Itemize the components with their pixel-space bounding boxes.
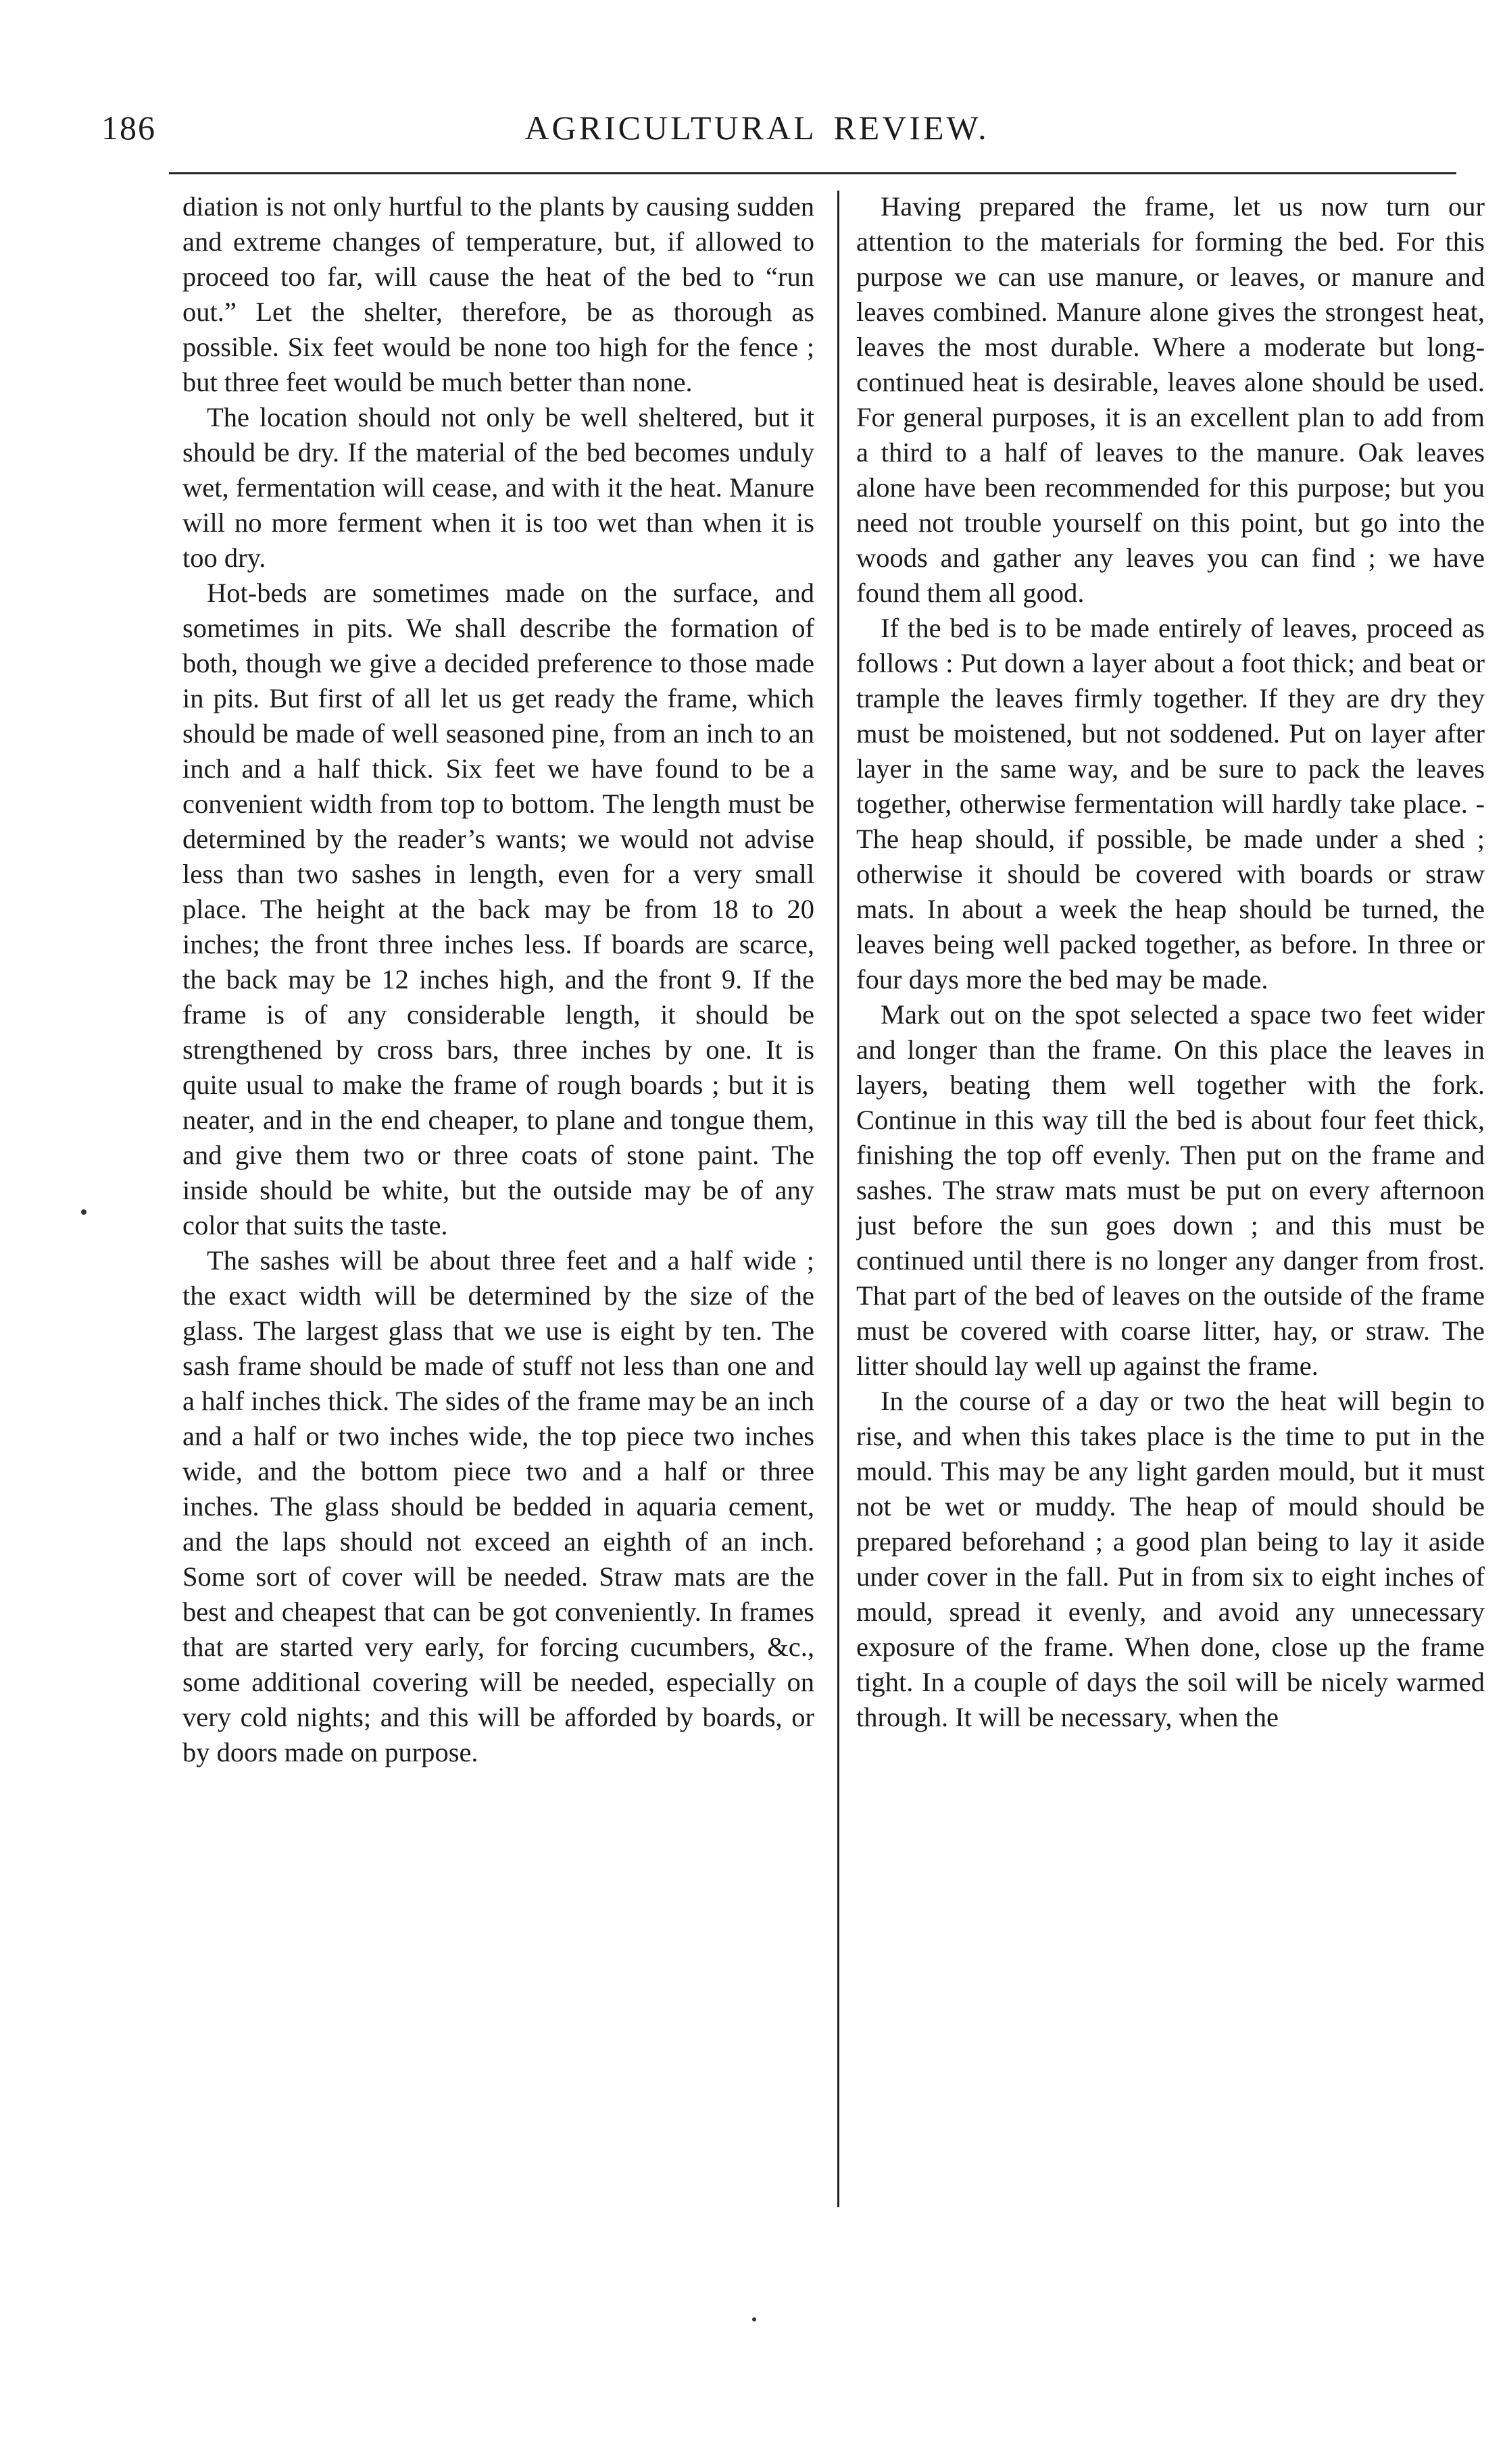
paragraph: If the bed is to be made entirely of leaves, proceed as follows : Put down a layer about a foot thick; and beat or trample the leaves firmly together. If they are dry they must be moistened, but not soddened. Put on layer after layer in the same way, and be sure to pack the leaves together, otherwise fermentation will hardly take place. - The heap should, if possible, be made under a shed ; otherwise it should be covered with boards or straw mats. In about a week the heap should be turned, the leaves being well packed together, as before. In three or four days more the bed may be made. (856, 613, 1485, 995)
paragraph: The location should not only be well sheltered, but it should be dry. If the material of the bed becomes unduly wet, fermentation will cease, and with it the heat. Manure will no more ferment when it is too wet than when it is too dry. (182, 402, 814, 573)
ink-speck (752, 2317, 756, 2321)
paragraph: diation is not only hurtful to the plants by causing sudden and extreme changes of temperature, but, if allowed to proceed too far, will cause the heat of the bed to “run out.” Let the shelter, therefore, be as thorough as possible. Six feet would be none too high for the fence ; but three feet would be much better than none. (182, 191, 814, 397)
paragraph: Mark out on the spot selected a space two feet wider and longer than the frame. On this place the leaves in layers, beating them well together with the fork. Continue in this way till the bed is about four feet thick, finishing the top off evenly. Then put on the frame and sashes. The straw mats must be put on every afternoon just before the sun goes down ; and this must be continued until there is no longer any danger from frost. That part of the bed of leaves on the outside of the frame must be covered with coarse litter, hay, or straw. The litter should lay well up against the frame. (856, 999, 1485, 1381)
header-rule (169, 172, 1456, 174)
column-rule (837, 191, 839, 2207)
paragraph: In the course of a day or two the heat will begin to rise, and when this takes place is the time to put in the mould. This may be any light garden mould, but it must not be wet or muddy. The heap of mould should be prepared beforehand ; a good plan being to lay it aside under cover in the fall. Put in from six to eight inches of mould, spread it evenly, and avoid any unnecessary exposure of the frame. When done, close up the frame tight. In a couple of days the soil will be nicely warmed through. It will be necessary, when the (856, 1386, 1485, 1732)
left-column (182, 189, 814, 2230)
running-head: AGRICULTURAL REVIEW. (524, 109, 989, 147)
paragraph: The sashes will be about three feet and a half wide ; the exact width will be determined by the size of the glass. The largest glass that we use is eight by ten. The sash frame should be made of stuff not less than one and a half inches thick. The sides of the frame may be an inch and a half or two inches wide, the top piece two inches wide, and the bottom piece two and a half or three inches. The glass should be bedded in aquaria cement, and the laps should not exceed an eighth of an inch. Some sort of cover will be needed. Straw mats are the best and cheapest that can be got conveniently. In frames that are started very early, for forcing cucumbers, &c., some additional covering will be needed, especially on very cold nights; and this will be afforded by boards, or by doors made on purpose. (182, 1245, 814, 1767)
ink-speck (81, 1209, 87, 1215)
paragraph: Having prepared the frame, let us now turn our attention to the materials for forming the bed. For this purpose we can use manure, or leaves, or manure and leaves combined. Manure alone gives the strongest heat, leaves the most durable. Where a moderate but long-continued heat is desirable, leaves alone should be used. For general purposes, it is an excellent plan to add from a third to a half of leaves to the manure. Oak leaves alone have been recommended for this purpose; but you need not trouble yourself on this point, but go into the woods and gather any leaves you can find ; we have found them all good. (856, 191, 1485, 608)
page-number: 186 (101, 109, 156, 147)
paragraph: Hot-beds are sometimes made on the surface, and sometimes in pits. We shall describe the formation of both, though we give a decided preference to those made in pits. But first of all let us get ready the frame, which should be made of well seasoned pine, from an inch to an inch and a half thick. Six feet we have found to be a convenient width from top to bottom. The length must be determined by the reader’s wants; we would not advise less than two sashes in length, even for a very small place. The height at the back may be from 18 to 20 inches; the front three inches less. If boards are scarce, the back may be 12 inches high, and the front 9. If the frame is of any considerable length, it should be strengthened by cross bars, three inches by one. It is quite usual to make the frame of rough boards ; but it is neater, and in the end cheaper, to plane and tongue them, and give them two or three coats of stone paint. The inside should be white, but the outside may be of any color that suits the taste. (182, 578, 814, 1240)
page-header (101, 108, 1412, 155)
right-column (856, 189, 1485, 2230)
